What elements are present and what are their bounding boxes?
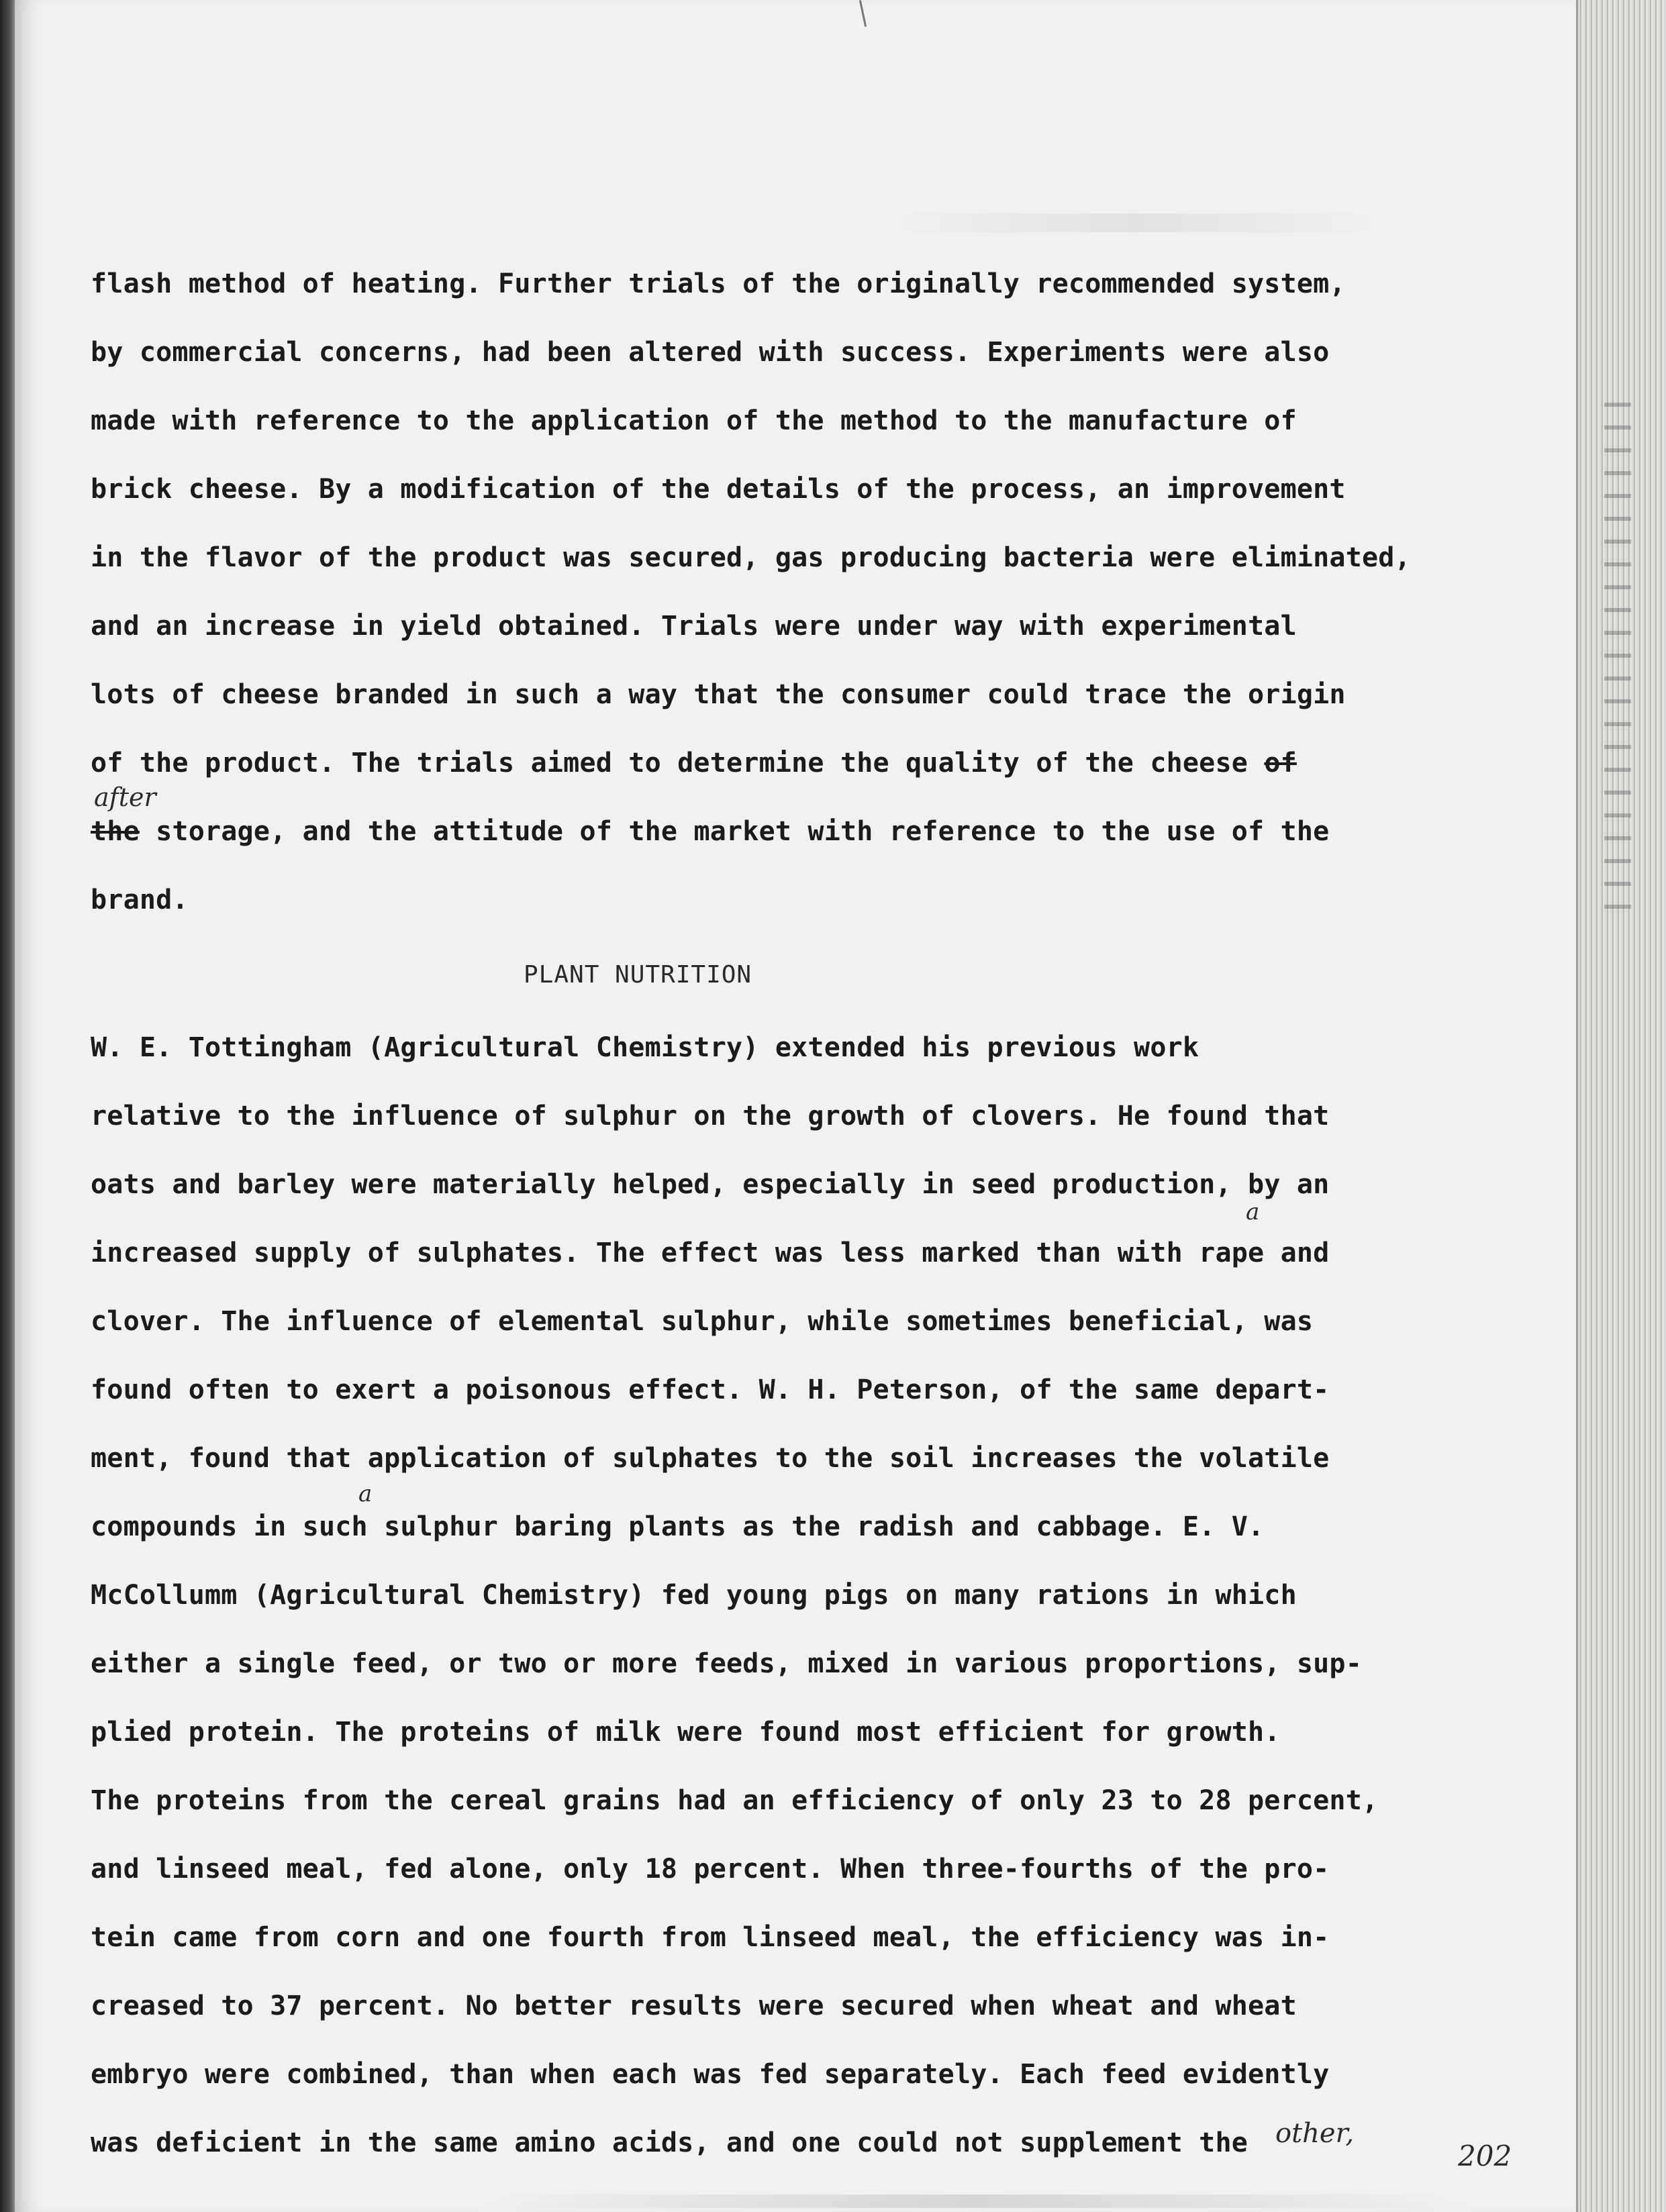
text-line: found often to exert a poisonous effect. W. H. Peterson, of the same depart- bbox=[91, 1374, 1330, 1405]
bleed-through bbox=[873, 213, 1396, 232]
page-edge-marks bbox=[1604, 403, 1631, 926]
handwritten-correction: a bbox=[1246, 1199, 1260, 1225]
text-line: ment, found that application of sulphates to the soil increases the volatile bbox=[91, 1443, 1330, 1474]
text-line: brick cheese. By a modification of the details of the process, an improvement bbox=[91, 474, 1346, 505]
text-line: flash method of heating. Further trials of the originally recommended system, bbox=[91, 268, 1346, 299]
text-line: in the flavor of the product was secured, gas producing bacteria were eliminated, bbox=[91, 542, 1411, 573]
text-line: was deficient in the same amino acids, and one could not supplement the bbox=[91, 2127, 1248, 2158]
text-line bbox=[91, 746, 1297, 780]
text-line: brand. bbox=[91, 885, 189, 915]
text-line: relative to the influence of sulphur on the growth of clovers. He found that bbox=[91, 1101, 1330, 1132]
handwritten-insertion: other, bbox=[1275, 2118, 1355, 2149]
text-segment: of the product. The trials aimed to determine the quality of the cheese bbox=[91, 748, 1265, 778]
text-line: made with reference to the application of the method to the manufacture of bbox=[91, 405, 1297, 436]
struck-word: the bbox=[91, 816, 140, 847]
text-line: plied protein. The proteins of milk were found most efficient for growth. bbox=[91, 1717, 1281, 1748]
text-line: compounds in such sulphur baring plants as the radish and cabbage. E. V. bbox=[91, 1511, 1265, 1542]
handwritten-insertion: after bbox=[94, 783, 156, 812]
text-line bbox=[91, 815, 1329, 848]
text-line: and an increase in yield obtained. Trials were under way with experimental bbox=[91, 611, 1297, 642]
text-line: W. E. Tottingham (Agricultural Chemistry) extended his previous work bbox=[91, 1032, 1199, 1063]
text-line: clover. The influence of elemental sulphur, while sometimes beneficial, was bbox=[91, 1306, 1314, 1337]
section-heading: PLANT NUTRITION bbox=[524, 961, 752, 989]
text-line: embryo were combined, than when each was fed separately. Each feed evidently bbox=[91, 2059, 1330, 2090]
text-segment: storage, and the attitude of the market with reference to the use of the bbox=[139, 816, 1330, 847]
text-line: McCollumm (Agricultural Chemistry) fed young pigs on many rations in which bbox=[91, 1580, 1297, 1611]
text-line: increased supply of sulphates. The effect was less marked than with rape and bbox=[91, 1238, 1330, 1268]
text-line: The proteins from the cereal grains had an efficiency of only 23 to 28 percent, bbox=[91, 1785, 1379, 1816]
text-line: tein came from corn and one fourth from linseed meal, the efficiency was in- bbox=[91, 1922, 1330, 1953]
page-number: 202 bbox=[1458, 2140, 1512, 2172]
text-line: and linseed meal, fed alone, only 18 percent. When three-fourths of the pro- bbox=[91, 1854, 1330, 1884]
book-spine-shadow bbox=[0, 0, 15, 2212]
struck-word: of bbox=[1264, 748, 1297, 778]
text-line: lots of cheese branded in such a way that the consumer could trace the origin bbox=[91, 679, 1346, 710]
text-line: by commercial concerns, had been altered with success. Experiments were also bbox=[91, 337, 1330, 368]
text-line: either a single feed, or two or more feeds, mixed in various proportions, sup- bbox=[91, 1648, 1362, 1679]
text-line: oats and barley were materially helped, especially in seed production, by an bbox=[91, 1169, 1330, 1200]
bleed-through-bottom bbox=[470, 2195, 1477, 2208]
book-page-edges bbox=[1576, 0, 1666, 2212]
text-line: creased to 37 percent. No better results were secured when wheat and wheat bbox=[91, 1991, 1297, 2021]
handwritten-correction: a bbox=[358, 1480, 373, 1507]
